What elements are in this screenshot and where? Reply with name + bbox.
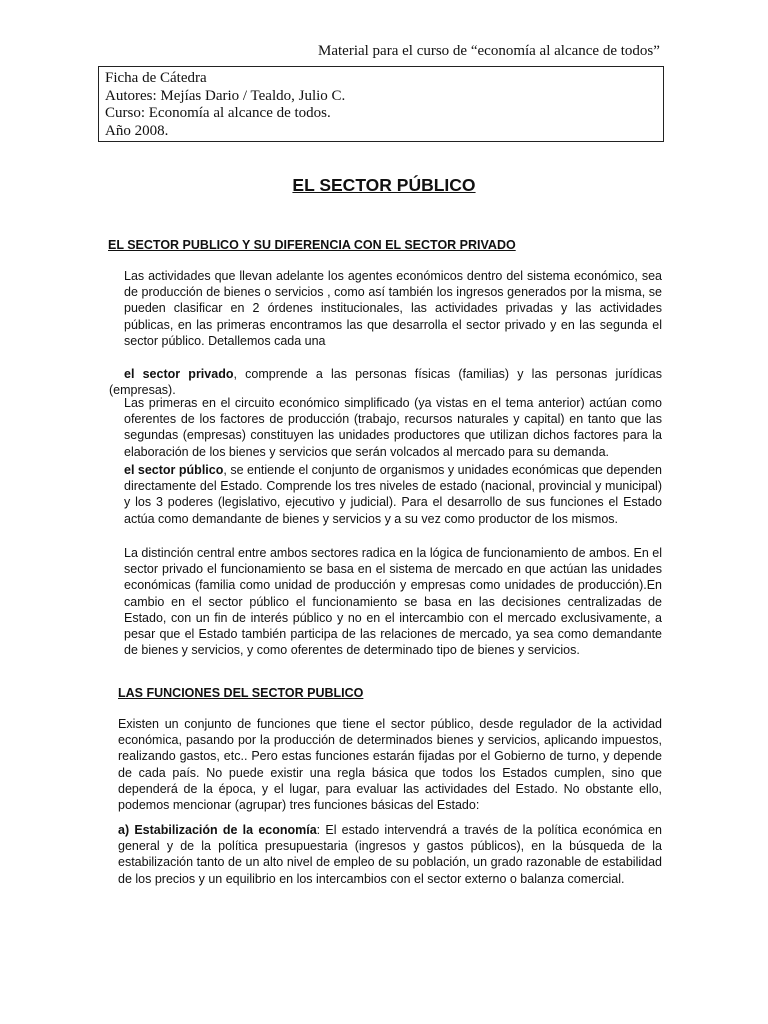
info-line-autores: Autores: Mejías Dario / Tealdo, Julio C. <box>105 87 346 104</box>
paragraph-sector-privado <box>109 366 662 398</box>
paragraph-sector-publico <box>124 462 662 527</box>
term-estabilizacion: a) Estabilización de la economía <box>118 823 317 837</box>
paragraph-estabilizacion <box>118 822 662 887</box>
term-sector-publico: el sector público <box>124 463 224 477</box>
info-line-curso: Curso: Economía al alcance de todos. <box>105 105 331 121</box>
section-heading-funciones: LAS FUNCIONES DEL SECTOR PUBLICO <box>118 686 364 700</box>
term-sector-privado: el sector privado <box>124 367 234 381</box>
paragraph-intro: Las actividades que llevan adelante los agentes económicos dentro del sistema económico, sea de producción de bienes o servicios , como así también los ingresos generados por la misma, se pueden clasificar en 2 órdenes institucionales, las actividades privadas y las actividades públicas, en las primeras encontramos las que desarrolla el sector privado y en las segunda el sector público. Detallemos cada una <box>124 269 662 348</box>
paragraph-funciones-intro: Existen un conjunto de funciones que tiene el sector público, desde regulador de la actividad económica, pasando por la producción de determinados bienes y servicios, aplicando impuestos, realizando gastos, etc.. Pero estas funciones estarán fijadas por el Gobierno de turno, y depende de cada país. No puede existir una regla básica que todos los Estados cumplen, sino que dependerá de la época, y el lugar, para evaluar las actividades del Estado. No obstante ello, podemos mencionar (agrupar) tres funciones básicas del Estado: <box>118 717 662 813</box>
paragraph-privado-detail: Las primeras en el circuito económico simplificado (ya vistas en el tema anterior) actúan como oferentes de los factores de producción (trabajo, recursos naturales y capital) en tanto que las segundas (empresas) constituyen las unidades productores que utilizan dichos factores para la elaboración de los bienes y servicios que serán volcados al mercado para su demanda. <box>124 396 662 459</box>
definition-sector-privado: , comprende a las personas físicas (familias) y las personas jurídicas (empresas). <box>109 367 662 398</box>
info-line-anio: Año 2008. <box>105 122 169 139</box>
document-title: EL SECTOR PÚBLICO <box>292 175 476 195</box>
section-heading-diferencia: EL SECTOR PUBLICO Y SU DIFERENCIA CON EL SECTOR PRIVADO <box>108 238 516 252</box>
text-estabilizacion: : El estado intervendrá a través de la política económica en general y de la política presupuestaria (ingresos y gastos públicos), en la búsqueda de la estabilización tanto de un alto nivel de empleo de su población, un grado razonable de estabilidad de los precios y un equilibrio en los intercambios con el sector externo o balanza comercial. <box>118 823 662 886</box>
paragraph-distincion: La distinción central entre ambos sectores radica en la lógica de funcionamiento de ambos. En el sector privado el funcionamiento se basa en el sistema de mercado en que actúan las unidades económicas (familia como unidad de producción y empresas como unidades de producción).En cambio en el sector público el funcionamiento se basa en las decisiones centralizadas de Estado, con un fin de interés público y no en el intercambio con el mercado exclusivamente, a pesar que el Estado también participa de las relaciones de mercado, ya sea como demandante de bienes y servicios, y como oferentes de determinado tipo de bienes y servicios. <box>124 546 662 658</box>
course-info-box <box>98 66 664 142</box>
definition-sector-publico: , se entiende el conjunto de organismos y unidades económicas que dependen directamente del Estado. Comprende los tres niveles de estado (nacional, provincial y municipal) y los 3 poderes (legislativo, ejecutivo y judicial). Para el desarrollo de sus funciones el Estado actúa como demandante de bienes y servicios y a su vez como productor de los mismos. <box>124 463 662 526</box>
info-line-ficha: Ficha de Cátedra <box>105 70 207 86</box>
course-header-note: Material para el curso de “economía al alcance de todos” <box>318 43 660 59</box>
